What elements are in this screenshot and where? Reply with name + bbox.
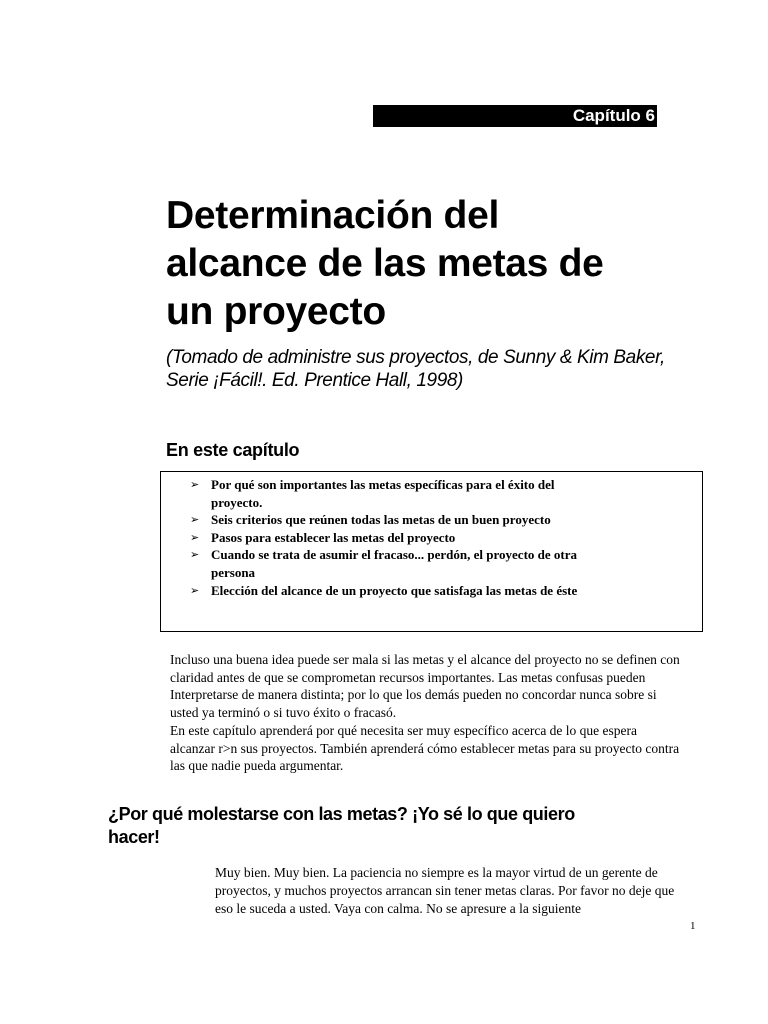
document-title [166, 192, 726, 336]
section-paragraph: Muy bien. Muy bien. La paciencia no siempre es la mayor virtud de un gerente de proyectos, y muchos proyectos arrancan sin tener metas claras. Por favor no deje que eso le suceda a usted. Vaya con calma. No se apresure a la siguiente [215, 865, 675, 916]
list-item-text: Pasos para establecer las metas del proyecto [211, 529, 456, 545]
arrow-bullet-icon: ➢ [190, 530, 200, 544]
intro-paragraph: Incluso una buena idea puede ser mala si las metas y el alcance del proyecto no se definen con claridad antes de que se comprometan recursos importantes. Las metas confusas pueden Interpretarse de manera distinta; por lo que los demás pueden no concordar nunca sobre si usted ya terminó o si tuvo éxito o fracasó. [170, 652, 680, 721]
list-item [190, 529, 601, 547]
arrow-bullet-icon: ➢ [190, 583, 200, 597]
list-item [190, 511, 601, 529]
title-line: Determinación del [166, 194, 499, 237]
list-item-text: Elección del alcance de un proyecto que satisfaga las metas de éste [211, 582, 578, 598]
list-item-text: Seis criterios que reúnen todas las metas de un buen proyecto [211, 512, 551, 528]
arrow-bullet-icon: ➢ [190, 478, 200, 491]
document-subtitle [166, 346, 736, 392]
list-item-text: Cuando se trata de asumir el fracaso... perdón, el proyecto de otra persona [211, 547, 578, 580]
intro-text [170, 651, 680, 775]
list-item [190, 546, 601, 581]
page-number: 1 [690, 920, 696, 932]
list-item-text: Por qué son importantes las metas específicas para el éxito del proyecto. [211, 477, 555, 510]
list-item [190, 476, 601, 511]
title-line: alcance de las metas de [166, 242, 604, 285]
title-line: un proyecto [166, 290, 386, 333]
chapter-contents-box [160, 471, 703, 632]
intro-paragraph: En este capítulo aprenderá por qué necesita ser muy específico acerca de lo que espera alcanzar r>n sus proyectos. También aprenderá cómo establecer metas para su proyecto contra las que nadie pueda argumentar. [170, 722, 680, 774]
chapter-contents-heading: En este capítulo [166, 440, 300, 460]
subtitle-line: Serie ¡Fácil!. Ed. Prentice Hall, 1998) [166, 370, 463, 391]
list-item [190, 582, 601, 600]
section-heading: ¿Por qué molestarse con las metas? ¡Yo sé lo que quiero hacer! [108, 804, 575, 847]
arrow-bullet-icon: ➢ [190, 548, 200, 562]
arrow-bullet-icon: ➢ [190, 513, 200, 527]
chapter-label: Capítulo 6 [373, 105, 657, 127]
subtitle-line: (Tomado de administre sus proyectos, de Sunny & Kim Baker, [166, 347, 665, 368]
